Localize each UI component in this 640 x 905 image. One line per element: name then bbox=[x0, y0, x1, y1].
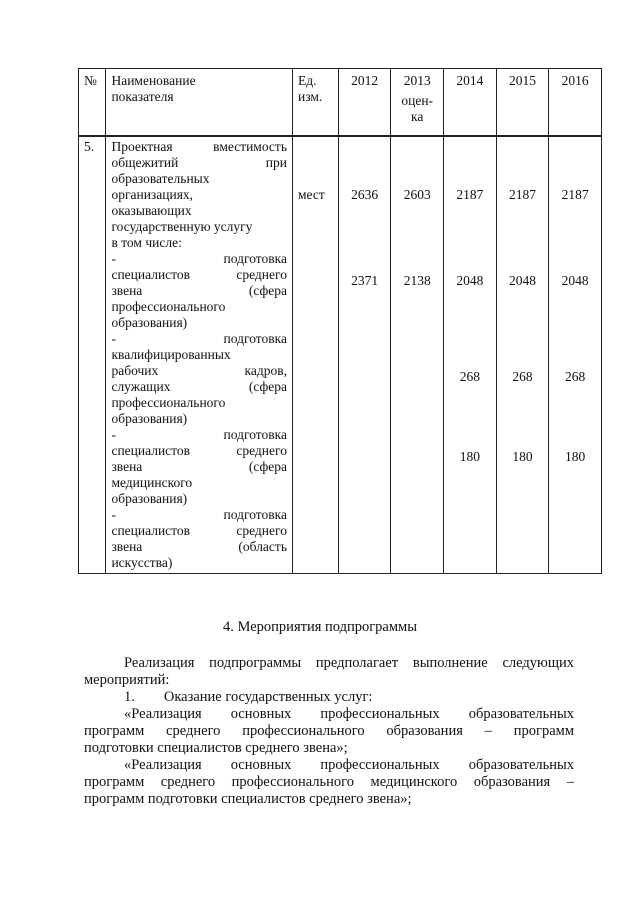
list-item-1: 1. Оказание государственных услуг: bbox=[124, 689, 373, 705]
value-sub1-2016: 268 bbox=[565, 369, 586, 384]
row-values-2012 bbox=[338, 136, 391, 574]
value-total-2014: 2187 bbox=[456, 187, 484, 202]
value-sub1-2015: 268 bbox=[512, 369, 533, 384]
paragraph-quote-2: «Реализация основных профессиональных образовательных программ среднего профессионального медицинского образования – программ подготовки специалистов среднего звена»; bbox=[84, 757, 574, 807]
value-sub0-2013: 2138 bbox=[403, 273, 431, 288]
paragraph-quote-1: «Реализация основных профессиональных образовательных программ среднего профессионального образования – программ подготовки специалистов среднего звена»; bbox=[84, 706, 574, 756]
value-sub0-2012: 2371 bbox=[351, 273, 379, 288]
value-sub2-2014: 180 bbox=[459, 449, 480, 464]
row-unit: мест bbox=[292, 136, 338, 574]
header-name: Наименование показателя bbox=[106, 69, 293, 137]
value-sub0-2014: 2048 bbox=[456, 273, 484, 288]
row-values-2014 bbox=[444, 136, 497, 574]
row-name: Проектная вместимость общежитий при образовательных организациях, оказывающих государственную услугу в том числе: - подготовка специалистов среднего звена (сфера профессионального образования) - подготовка квалифицированных рабочих кадров, служащих (сфера профессионального образования) - подготовка специалистов среднего звена (сфера медицинского образования) - подготовка специалистов среднего звена (область искусства) bbox=[106, 136, 293, 574]
value-sub1-2014: 268 bbox=[459, 369, 480, 384]
header-year-2016: 2016 bbox=[549, 69, 602, 137]
row-values-2015 bbox=[496, 136, 549, 574]
header-year-2013: 2013 оцен- ка bbox=[391, 69, 444, 137]
header-year-2012: 2012 bbox=[338, 69, 391, 137]
value-sub0-2015: 2048 bbox=[508, 273, 536, 288]
value-sub0-2016: 2048 bbox=[561, 273, 589, 288]
value-total-2013: 2603 bbox=[403, 187, 431, 202]
value-total-2012: 2636 bbox=[351, 187, 379, 202]
indicators-table bbox=[78, 68, 602, 574]
header-num: № bbox=[79, 69, 106, 137]
header-unit: Ед. изм. bbox=[292, 69, 338, 137]
row-num: 5. bbox=[79, 136, 106, 574]
value-sub2-2016: 180 bbox=[565, 449, 586, 464]
value-sub2-2015: 180 bbox=[512, 449, 533, 464]
header-year-2014: 2014 bbox=[444, 69, 497, 137]
paragraph-intro: Реализация подпрограммы предполагает выполнение следующих мероприятий: bbox=[84, 655, 574, 688]
row-values-2016 bbox=[549, 136, 602, 574]
value-total-2016: 2187 bbox=[561, 187, 589, 202]
section-title: 4. Мероприятия подпрограммы bbox=[223, 619, 417, 635]
header-year-2015: 2015 bbox=[496, 69, 549, 137]
table-row bbox=[79, 136, 602, 574]
value-total-2015: 2187 bbox=[508, 187, 536, 202]
table-header-row bbox=[79, 69, 602, 137]
row-values-2013 bbox=[391, 136, 444, 574]
